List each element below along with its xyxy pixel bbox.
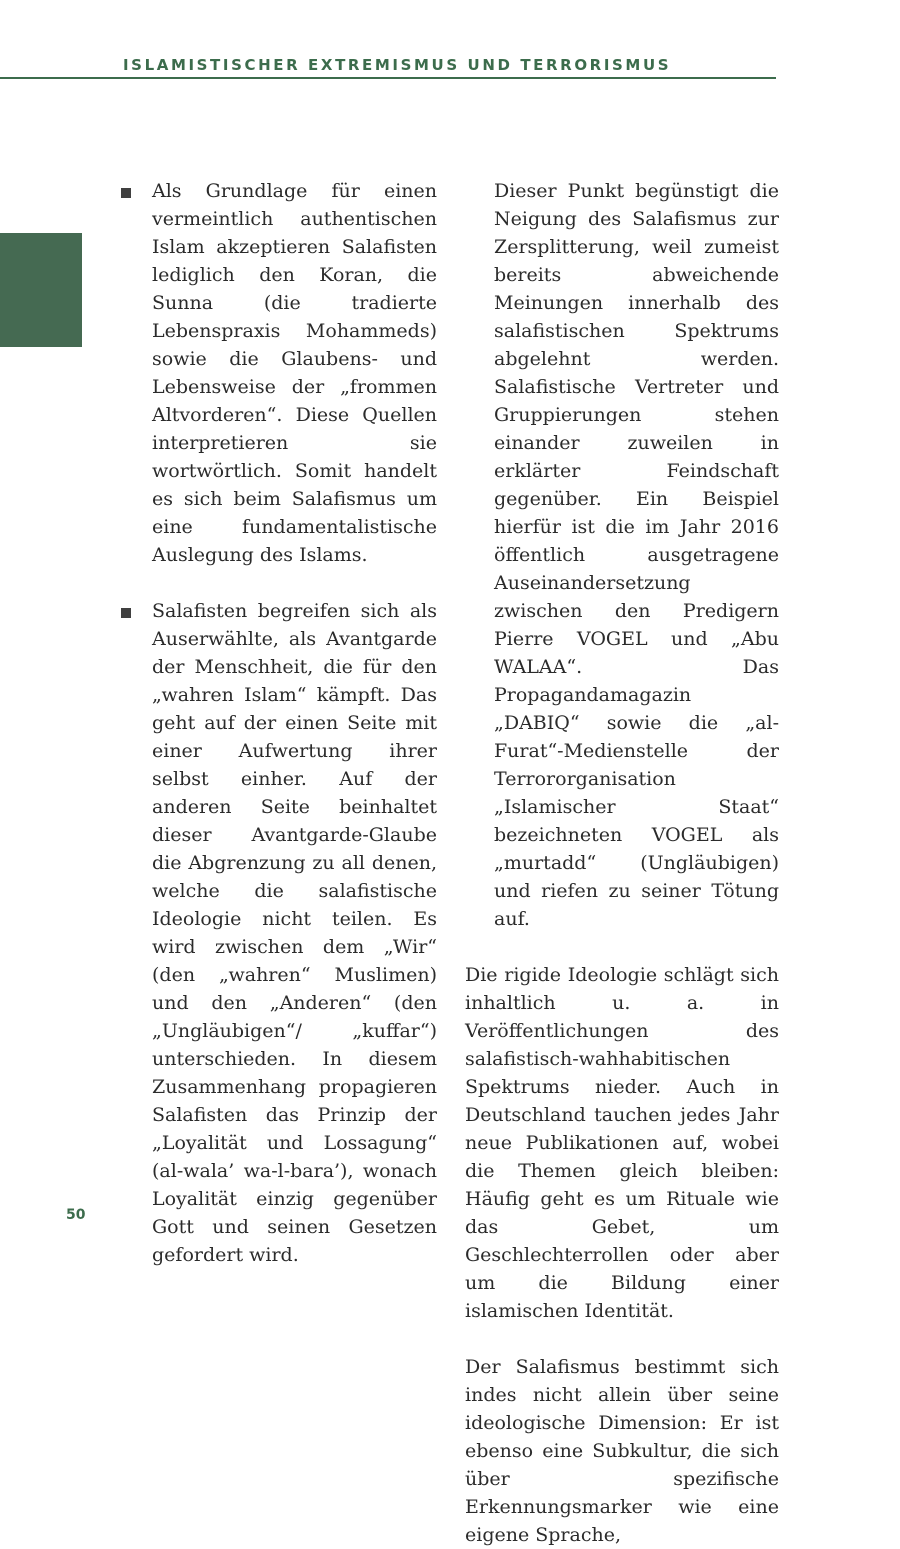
bullet-continuation-text: Dieser Punkt begünstigt die Neigung des Salafismus zur Zersplitterung, weil zumeist bereits abweichende Meinungen innerhalb des salafistischen Spektrums abgelehnt werden. Salafistische Vertreter und Gruppierungen stehen einander zuweilen in erklärter Feindschaft gegenüber. Ein Beispiel hierfür ist die im Jahr 2016 öffentlich ausgetragene Auseinandersetzung zwischen den Predigern Pierre VOGEL und „Abu WALAA“. Das Propagandamagazin „DABIQ“ sowie die „al-Furat“-Medienstelle der Terrororganisation „Islamischer Staat“ bezeichneten VOGEL als „murtadd“ (Ungläubigen) und riefen zu seiner Tötung auf. bbox=[494, 180, 779, 930]
square-bullet-icon bbox=[121, 597, 152, 1269]
bullet-text: Salafisten begreifen sich als Auserwählte, als Avantgarde der Menschheit, die für den „wahren Islam“ kämpft. Das geht auf der einen Seite mit einer Aufwertung ihrer selbst einher. Auf der anderen Seite beinhaltet dieser Avantgarde-Glaube die Abgrenzung zu all denen, welche die salafistische Ideologie nicht teilen. Es wird zwischen dem „Wir“ (den „wahren“ Muslimen) und den „Anderen“ (den „Ungläubigen“/ „kuffar“) unterschieden. In diesem Zusammenhang propagieren Salafisten das Prinzip der „Loyalität und Lossagung“ (al-wala’ wa-l-bara’), wonach Loyalität einzig gegenüber Gott und seinen Gesetzen gefordert wird. bbox=[152, 600, 437, 1266]
chapter-side-tab bbox=[0, 233, 82, 347]
right-column bbox=[465, 177, 779, 1549]
paragraph-gap bbox=[465, 1325, 779, 1353]
paragraph-gap bbox=[121, 569, 437, 597]
page-number: 50 bbox=[66, 1207, 86, 1223]
paragraph-gap bbox=[465, 933, 779, 961]
bullet-item bbox=[121, 597, 437, 1269]
bullet-item bbox=[121, 177, 437, 569]
body-paragraph: Die rigide Ideologie schlägt sich inhaltlich u. a. in Veröffentlichungen des salafistisch-wahhabitischen Spektrums nieder. Auch in Deutschland tauchen jedes Jahr neue Publikationen auf, wobei die Themen gleich bleiben: Häufig geht es um Rituale wie das Gebet, um Geschlechterrollen oder aber um die Bildung einer islamischen Identität. bbox=[465, 964, 779, 1322]
body-paragraph: Der Salafismus bestimmt sich indes nicht allein über seine ideologische Dimension: Er ist ebenso eine Subkultur, die sich über spezifische Erkennungsmarker wie eine eigene Sprache, bbox=[465, 1356, 779, 1546]
square-bullet-icon bbox=[121, 177, 152, 569]
bullet-text: Als Grundlage für einen vermeintlich authentischen Islam akzeptieren Salafisten lediglich den Koran, die Sunna (die tradierte Lebenspraxis Mohammeds) sowie die Glaubens- und Lebensweise der „frommen Altvorderen“. Diese Quellen interpretieren sie wortwörtlich. Somit handelt es sich beim Salafismus um eine fundamentalistische Auslegung des Islams. bbox=[152, 180, 437, 566]
left-column bbox=[121, 177, 437, 1269]
header-rule bbox=[0, 77, 776, 79]
header-title: ISLAMISTISCHER EXTREMISMUS UND TERRORISMUS bbox=[123, 56, 672, 74]
